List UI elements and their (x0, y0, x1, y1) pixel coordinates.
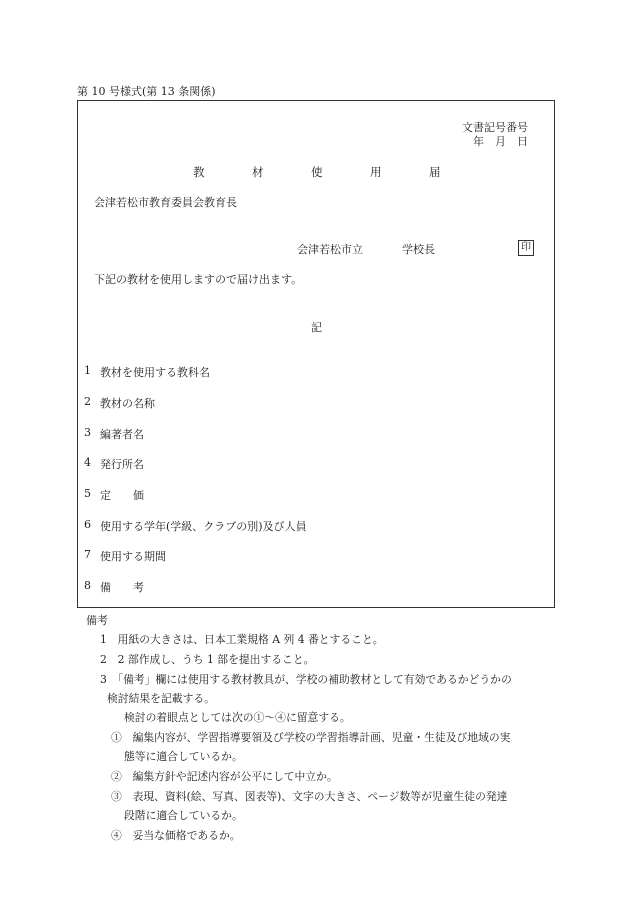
item-number: 7 (84, 548, 91, 561)
addressee: 会津若松市教育委員会教育長 (94, 196, 237, 209)
sender-city: 会津若松市立 (297, 243, 363, 256)
item-number: 1 (84, 364, 91, 377)
item-number: 5 (84, 487, 91, 500)
sender-school-principal: 学校長 (402, 243, 435, 256)
item-label: 発行所名 (100, 458, 144, 471)
item-number: 2 (84, 395, 91, 408)
item-label: 使用する学年(学級、クラブの別)及び人員 (100, 520, 307, 533)
note-line: 検討結果を記載する。 (107, 692, 215, 705)
item-number: 6 (84, 518, 91, 531)
item-label: 定 価 (100, 489, 144, 502)
note-line: 段階に適合しているか。 (124, 809, 243, 822)
note-line: ① 編集内容が、学習指導要領及び学校の学習指導計画、児童・生徒及び地域の実 (111, 731, 511, 744)
title-char: 届 (429, 165, 441, 179)
note-line: 検討の着眼点としては次の①～④に留意する。 (124, 711, 351, 724)
note-line: ② 編集方針や記述内容が公平にして中立か。 (111, 770, 338, 783)
seal-mark: 印 (518, 240, 534, 256)
item-label: 使用する期間 (100, 550, 166, 563)
item-label: 編著者名 (100, 428, 144, 441)
item-label: 教材の名称 (100, 397, 155, 410)
notes-heading: 備考 (86, 614, 108, 627)
note-line: ③ 表現、資料(絵、写真、図表等)、文字の大きさ、ページ数等が児童生徒の発達 (111, 790, 508, 803)
title-char: 材 (252, 165, 264, 179)
note-line: ④ 妥当な価格であるか。 (111, 829, 241, 842)
note-line: 3 「備考」欄には使用する教材教具が、学校の補助教材として有効であるかどうかの (100, 673, 512, 686)
item-number: 8 (84, 579, 91, 592)
date-line: 年 月 日 (473, 135, 528, 148)
document-number-label: 文書記号番号 (462, 121, 528, 134)
item-label: 教材を使用する教科名 (100, 366, 210, 379)
item-label: 備 考 (100, 581, 144, 594)
note-line: 1 用紙の大きさは、日本工業規格 A 列 4 番とすること。 (100, 633, 384, 646)
title-char: 用 (370, 165, 382, 179)
note-line: 態等に適合しているか。 (124, 750, 243, 763)
title-char: 教 (193, 165, 205, 179)
ki-heading: 記 (311, 321, 322, 334)
title-char: 使 (311, 165, 323, 179)
item-number: 4 (84, 456, 91, 469)
intro-text: 下記の教材を使用しますので届け出ます。 (94, 273, 303, 286)
form-label: 第 10 号様式(第 13 条関係) (77, 85, 216, 98)
note-line: 2 2 部作成し、うち 1 部を提出すること。 (100, 653, 315, 666)
item-number: 3 (84, 426, 91, 439)
